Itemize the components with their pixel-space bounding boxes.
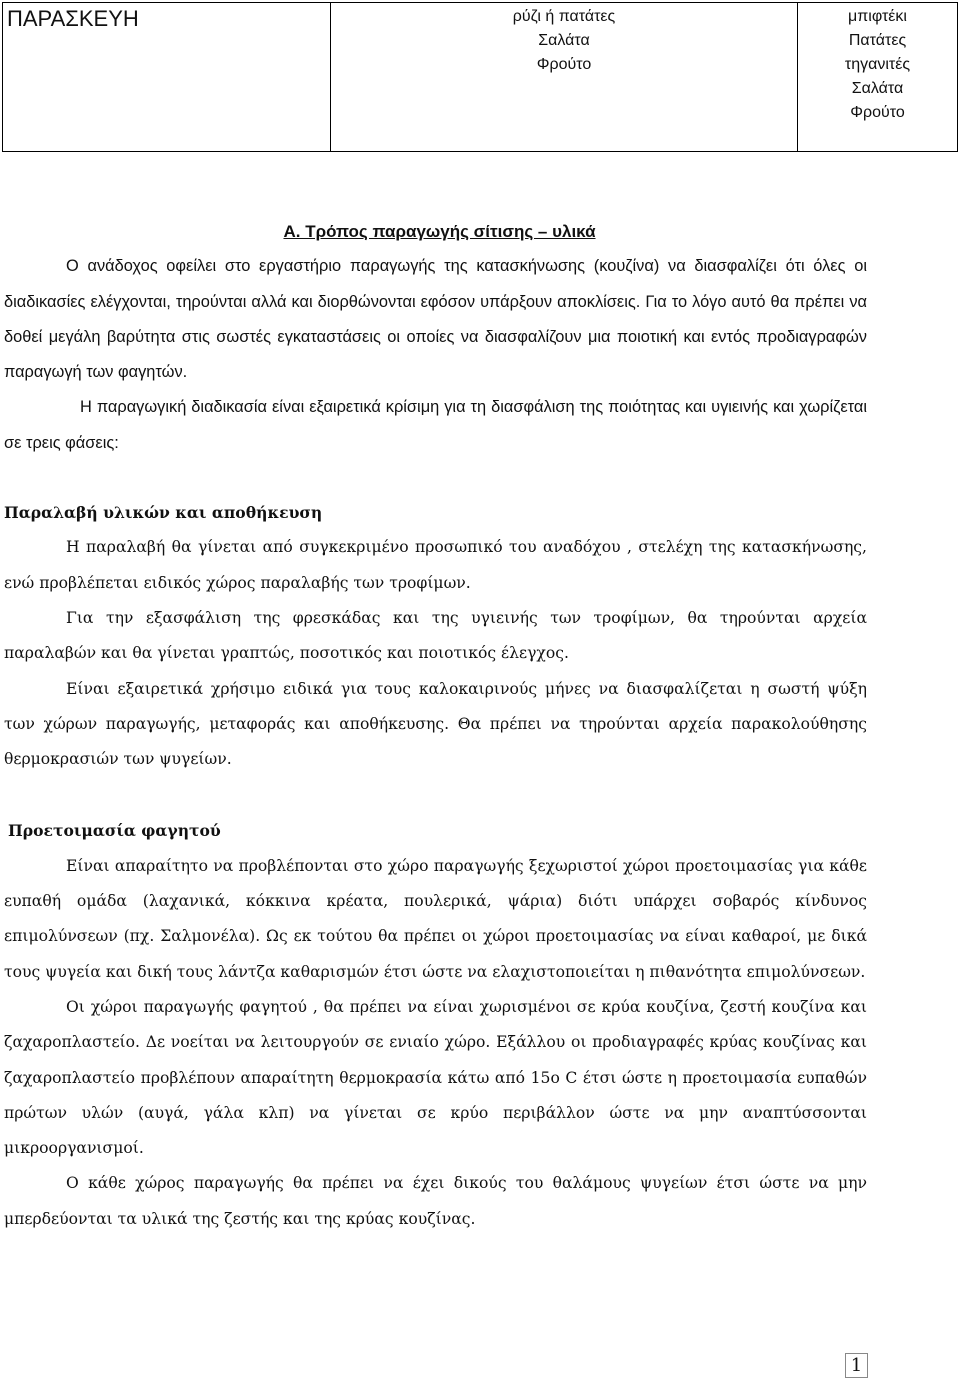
- section-a-paragraph: Ο ανάδοχος οφείλει στο εργαστήριο παραγωγής της κατασκήνωσης (κουζίνα) να διασφαλίζει ότι όλες οι διαδικασίες ελέγχονται, τηρούνται αλλά και διορθώνονται εφόσον υπάρξουν αποκλίσεις. Για το λόγο αυτό θα πρέπει να δοθεί μεγάλη βαρύτητα στις σωστές εγκαταστάσεις οι οποίες να διασφαλίζουν μια ποιοτική και εντός προδιαγραφών παραγωγή των φαγητών.: [4, 257, 867, 382]
- page-number: 1: [845, 1353, 868, 1378]
- preparation-paragraph: Οι χώροι παραγωγής φαγητού , θα πρέπει να είναι χωρισμένοι σε κρύα κουζίνα, ζεστή κουζίνα και ζαχαροπλαστείο. Δε νοείται να λειτουργούν σε ενιαίο χώρο. Εξάλλου οι προδιαγραφές κρύας κουζίνας και ζαχαροπλαστείο προβλέπουν απαραίτητη θερμοκρασία κάτω από 15o C έτσι ώστε η προετοιμασία ευπαθών πρώτων υλών (αυγά, γάλα κλπ) να γίνεται σε κρύο περιβάλλον ώστε να μην αναπτύσσονται μικροοργανισμοί.: [4, 997, 867, 1158]
- menu-table: [2, 2, 958, 152]
- menu-item: Φρούτο: [850, 104, 905, 121]
- menu-row-friday: [3, 3, 958, 152]
- menu-cell-option-2: [798, 3, 958, 152]
- preparation-paragraph: Είναι απαραίτητο να προβλέπονται στο χώρο παραγωγής ξεχωριστοί χώροι προετοιμασίας για κάθε ευπαθή ομάδα (λαχανικά, κόκκινα κρέατα, πουλερικά, ψάρια) διότι υπάρχει σοβαρός κίνδυνος επιμολύνσεων (πχ. Σαλμονέλα). Ως εκ τούτου θα πρέπει οι χώροι προετοιμασίας να είναι καθαροί, με δικά τους ψυγεία και δική τους λάντζα καθαρισμών έτσι ώστε να ελαχιστοποιείται η πιθανότητα επιμολύνσεων.: [4, 856, 867, 981]
- menu-item: Πατάτες: [848, 32, 907, 49]
- menu-day-label: ΠΑΡΑΣΚΕΥΗ: [7, 6, 139, 31]
- section-title-receiving: Παραλαβή υλικών και αποθήκευση: [4, 503, 323, 523]
- menu-item: μπιφτέκι: [848, 8, 907, 25]
- section-a-paragraph: Η παραγωγική διαδικασία είναι εξαιρετικά κρίσιμη για τη διασφάλιση της ποιότητας και υγιεινής και χωρίζεται σε τρεις φάσεις:: [4, 398, 867, 452]
- menu-item: Σαλάτα: [538, 32, 590, 49]
- menu-day-cell: [3, 3, 331, 152]
- menu-item: Σαλάτα: [851, 80, 904, 97]
- menu-item: τηγανιτές: [844, 56, 911, 73]
- receiving-paragraph: Είναι εξαιρετικά χρήσιμο ειδικά για τους καλοκαιρινούς μήνες να διασφαλίζεται η σωστή ψύξη των χώρων παραγωγής, μεταφοράς και αποθήκευσης. Θα πρέπει να τηρούνται αρχεία παρακολούθησης θερμοκρασιών των ψυγείων.: [4, 679, 867, 769]
- menu-cell-option-1: [331, 3, 798, 152]
- receiving-paragraph: Για την εξασφάλιση της φρεσκάδας και της υγιεινής των τροφίμων, θα τηρούνται αρχεία παραλαβών και θα γίνεται γραπτώς, ποσοτικός και ποιοτικός έλεγχος.: [4, 608, 867, 663]
- document-body: [4, 214, 867, 1237]
- preparation-paragraph: Ο κάθε χώρος παραγωγής θα πρέπει να έχει δικούς του θαλάμους ψυγείων έτσι ώστε να μην μπερδεύονται τα υλικά της ζεστής και της κρύας κουζίνας.: [4, 1174, 867, 1228]
- menu-item: ρύζι ή πατάτες: [512, 8, 616, 25]
- menu-item: Φρούτο: [536, 56, 592, 73]
- section-a-heading: Α. Τρόπος παραγωγής σίτισης – υλικά: [283, 222, 596, 241]
- section-title-preparation: Προετοιμασία φαγητού: [8, 821, 221, 841]
- receiving-paragraph: Η παραλαβή θα γίνεται από συγκεκριμένο προσωπικό του αναδόχου , στελέχη της κατασκήνωσης, ενώ προβλέπεται ειδικός χώρος παραλαβής των τροφίμων.: [4, 538, 867, 592]
